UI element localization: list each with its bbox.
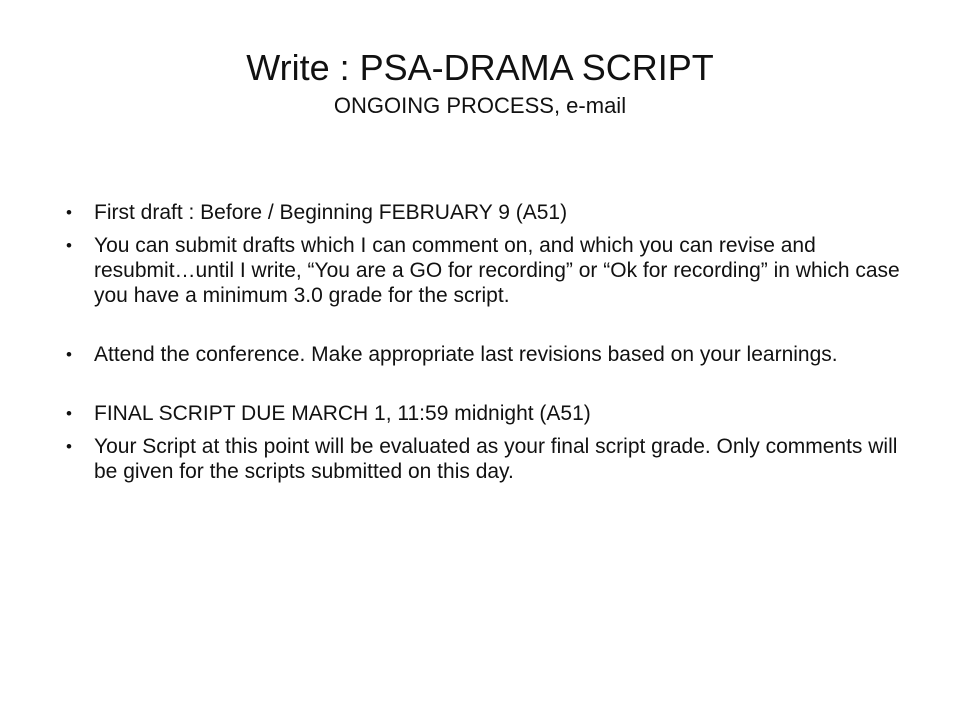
bullet-item-submit-drafts	[60, 233, 902, 308]
bullet-item-final-evaluation	[60, 434, 902, 484]
slide-title: Write : PSA-DRAMA SCRIPT	[246, 47, 714, 88]
bullet-marker: •	[66, 345, 72, 364]
bullet-item-first-draft	[60, 200, 902, 225]
bullet-text: You can submit drafts which I can comment on, and which you can revise and resubmit…until I write, “You are a GO for recording” or “Ok for recording” in which case you have a minimum 3.0 grade for the script.	[94, 234, 900, 307]
bullet-text: Your Script at this point will be evaluated as your final script grade. Only comments will be given for the scripts submitted on this day.	[94, 435, 898, 483]
bullet-list	[60, 200, 902, 492]
bullet-text: FINAL SCRIPT DUE MARCH 1, 11:59 midnight (A51)	[94, 402, 591, 425]
bullet-marker: •	[66, 203, 72, 222]
bullet-item-final-script-due	[60, 401, 902, 426]
bullet-marker: •	[66, 404, 72, 423]
bullet-marker: •	[66, 437, 72, 456]
slide-title-block	[70, 48, 890, 118]
slide-subtitle: ONGOING PROCESS, e-mail	[333, 92, 627, 118]
bullet-text: Attend the conference. Make appropriate last revisions based on your learnings.	[94, 343, 838, 366]
bullet-item-attend-conference	[60, 342, 902, 367]
bullet-text: First draft : Before / Beginning FEBRUARY 9 (A51)	[94, 201, 568, 224]
bullet-marker: •	[66, 236, 72, 255]
